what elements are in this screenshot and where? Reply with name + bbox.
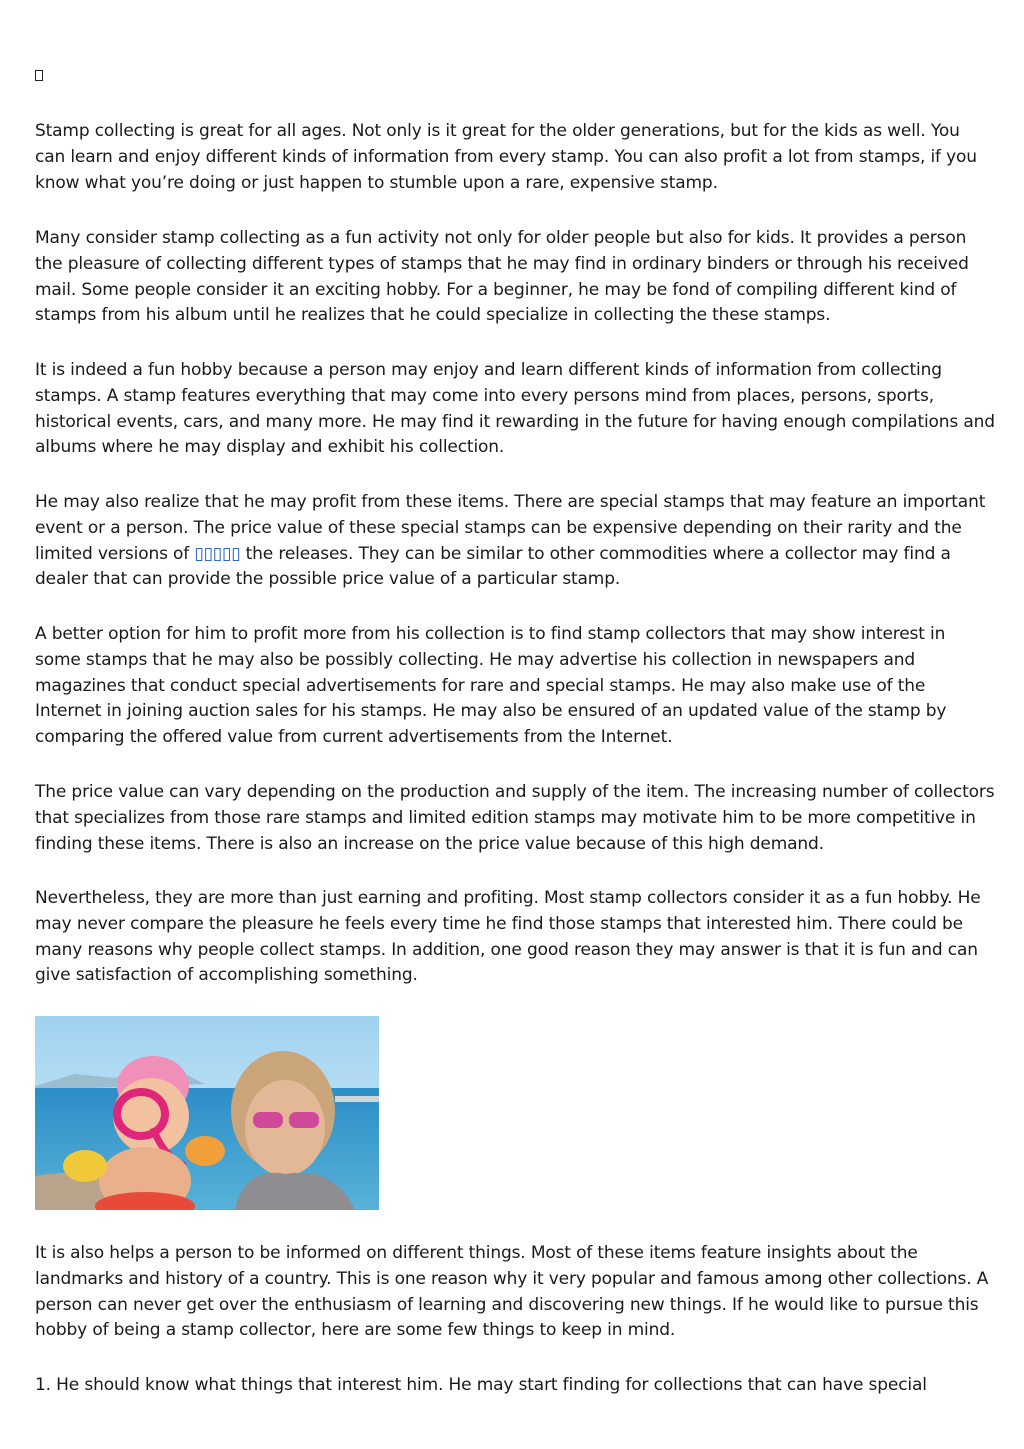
- paragraph-9: 1. He should know what things that interest him. He may start finding for collections that can have special: [35, 1375, 927, 1395]
- paragraph-7: Nevertheless, they are more than just earning and profiting. Most stamp collectors consider it as a fun hobby. He may never compare the pleasure he feels every time he find those stamps that interested him. There could be many reasons why people collect stamps. In addition, one good reason they may answer is that it is fun and can give satisfaction of accomplishing something.: [35, 888, 981, 986]
- paragraph-4-text-start: He may also realize that he may profit from these items. There are special stamps that may feature an important event or a person. The price value of these special stamps can be expensive depending on their rarity and the limited versions of: [35, 492, 986, 564]
- beach-photo-icon: [35, 1016, 379, 1210]
- paragraph-5: A better option for him to profit more from his collection is to find stamp collectors that may show interest in some stamps that he may also be possibly collecting. He may advertise his collection in newspapers and magazines that conduct special advertisements for rare and special stamps. He may also make use of the Internet in joining auction sales for his stamps. He may also be ensured of an updated value of the stamp by comparing the offered value from current advertisements from the Internet.: [35, 624, 947, 748]
- paragraph-6: The price value can vary depending on the production and supply of the item. The increasing number of collectors that specializes from those rare stamps and limited edition stamps may motivate him to be more competitive in finding these items. There is also an increase on the price value because of this high demand.: [35, 782, 995, 854]
- paragraph-4-text-end: the releases. They can be similar to other commodities where a collector may find a dealer that can provide the possible price value of a particular stamp.: [35, 543, 951, 590]
- inline-link[interactable]: ▯▯▯▯▯: [194, 543, 241, 564]
- paragraph-3: It is indeed a fun hobby because a person may enjoy and learn different kinds of information from collecting stamps. A stamp features everything that may come into every persons mind from places, persons, sports, historical events, cars, and many more. He may find it rewarding in the future for having enough compilations and albums where he may display and exhibit his collection.: [35, 360, 995, 458]
- beach-photo: [35, 1016, 379, 1210]
- paragraph-2: Many consider stamp collecting as a fun activity not only for older people but also for kids. It provides a person the pleasure of collecting different types of stamps that he may find in ordinary binders or through his received mail. Some people consider it an exciting hobby. For a beginner, he may be fond of compiling different kind of stamps from his album until he realizes that he could specialize in collecting the these stamps.: [35, 228, 969, 326]
- paragraph-4: [35, 490, 995, 593]
- paragraph-1: Stamp collecting is great for all ages. Not only is it great for the older generations, but for the kids as well. You can learn and enjoy different kinds of information from every stamp. You can also profit a lot from stamps, if you know what you’re doing or just happen to stumble upon a rare, expensive stamp.: [35, 121, 977, 193]
- missing-glyph-icon: [35, 70, 43, 81]
- paragraph-8: It is also helps a person to be informed on different things. Most of these items feature insights about the landmarks and history of a country. This is one reason why it very popular and famous among other collections. A person can never get over the enthusiasm of learning and discovering new things. If he would like to pursue this hobby of being a stamp collector, here are some few things to keep in mind.: [35, 1243, 989, 1341]
